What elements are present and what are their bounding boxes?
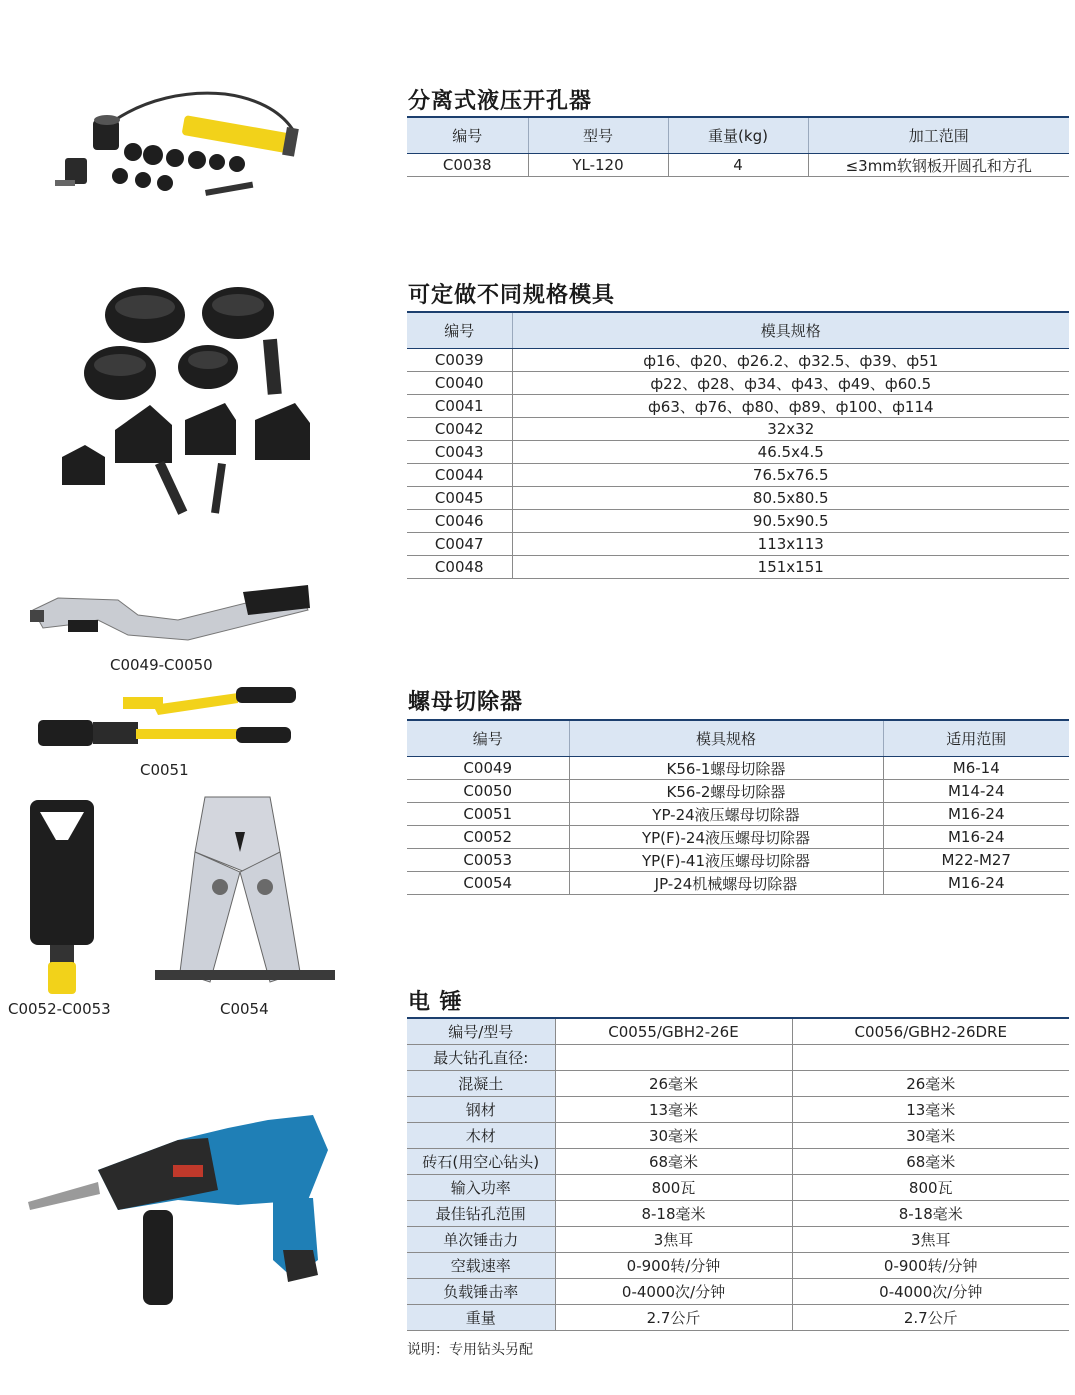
- cell-spec: K56-2螺母切除器: [569, 780, 883, 803]
- table-row: [407, 1279, 1069, 1305]
- cell-spec: 76.5x76.5: [512, 464, 1069, 487]
- table-row: [407, 556, 1069, 579]
- cell-value-a: 0-4000次/分钟: [555, 1279, 792, 1305]
- cell-range: M16-24: [883, 872, 1069, 895]
- cell-range: ≤3mm软钢板开圆孔和方孔: [808, 154, 1069, 177]
- table-row: [407, 441, 1069, 464]
- table-row: [407, 533, 1069, 556]
- table-row: [407, 395, 1069, 418]
- cell-range: M16-24: [883, 826, 1069, 849]
- table-row: [407, 1227, 1069, 1253]
- cell-number: C0041: [407, 395, 512, 418]
- header-applicable-range: 适用范围: [883, 720, 1069, 757]
- cell-number: C0054: [407, 872, 569, 895]
- cell-value-a: 26毫米: [555, 1071, 792, 1097]
- cell-label: 木材: [407, 1123, 555, 1149]
- table-row: [407, 154, 1069, 177]
- cell-spec: 46.5x4.5: [512, 441, 1069, 464]
- cell-value-a: 2.7公斤: [555, 1305, 792, 1331]
- nut-splitter-c0049-image: [28, 580, 313, 650]
- hole-punch-table: [407, 116, 1069, 177]
- hammer-note: 说明：专用钻头另配: [407, 1342, 533, 1358]
- table-row: [407, 418, 1069, 441]
- table-row: [407, 780, 1069, 803]
- cell-spec: JP-24机械螺母切除器: [569, 872, 883, 895]
- cell-label: 负载锤击率: [407, 1279, 555, 1305]
- header-die-spec: 模具规格: [512, 312, 1069, 349]
- header-number: 编号: [407, 312, 512, 349]
- cell-number: C0043: [407, 441, 512, 464]
- cell-spec: ф16、ф20、ф26.2、ф32.5、ф39、ф51: [512, 349, 1069, 372]
- header-range: 加工范围: [808, 117, 1069, 154]
- cell-spec: ф22、ф28、ф34、ф43、ф49、ф60.5: [512, 372, 1069, 395]
- nut-splitter-title: 螺母切除器: [408, 690, 524, 715]
- table-row: [407, 464, 1069, 487]
- hole-punch-title: 分离式液压开孔器: [408, 89, 593, 114]
- table-row: [407, 372, 1069, 395]
- header-number: 编号: [407, 720, 569, 757]
- table-row: [407, 510, 1069, 533]
- table-row: [407, 826, 1069, 849]
- cell-number: C0047: [407, 533, 512, 556]
- cell-spec: ф63、ф76、ф80、ф89、ф100、ф114: [512, 395, 1069, 418]
- cell-model: YL-120: [528, 154, 668, 177]
- cell-number: C0042: [407, 418, 512, 441]
- cell-number: C0039: [407, 349, 512, 372]
- table-row: [407, 1201, 1069, 1227]
- cell-label: 空载速率: [407, 1253, 555, 1279]
- cell-value-a: 13毫米: [555, 1097, 792, 1123]
- cell-label: 重量: [407, 1305, 555, 1331]
- cell-spec: YP-24液压螺母切除器: [569, 803, 883, 826]
- cell-model-b: C0056/GBH2-26DRE: [792, 1018, 1069, 1045]
- cell-number: C0038: [407, 154, 528, 177]
- cell-number: C0044: [407, 464, 512, 487]
- table-row: [407, 487, 1069, 510]
- cell-value-b: 800瓦: [792, 1175, 1069, 1201]
- cell-label: 最大钻孔直径:: [407, 1045, 555, 1071]
- header-model: 型号: [528, 117, 668, 154]
- cell-spec: YP(F)-41液压螺母切除器: [569, 849, 883, 872]
- table-row: [407, 803, 1069, 826]
- cell-spec: 151x151: [512, 556, 1069, 579]
- table-row: [407, 1253, 1069, 1279]
- caption-c0054: C0054: [220, 1000, 269, 1018]
- header-weight: 重量(kg): [668, 117, 808, 154]
- table-row: [407, 1071, 1069, 1097]
- table-row: [407, 872, 1069, 895]
- cell-spec: K56-1螺母切除器: [569, 757, 883, 780]
- cell-value-b: 2.7公斤: [792, 1305, 1069, 1331]
- cell-value-b: 0-900转/分钟: [792, 1253, 1069, 1279]
- cell-label: 砖石(用空心钻头): [407, 1149, 555, 1175]
- cell-value-a: 3焦耳: [555, 1227, 792, 1253]
- cell-value-a: [555, 1045, 792, 1071]
- cell-number: C0040: [407, 372, 512, 395]
- cell-spec: YP(F)-24液压螺母切除器: [569, 826, 883, 849]
- cell-label: 混凝土: [407, 1071, 555, 1097]
- cell-number: C0049: [407, 757, 569, 780]
- cell-number: C0046: [407, 510, 512, 533]
- table-row: [407, 349, 1069, 372]
- header-die-spec: 模具规格: [569, 720, 883, 757]
- table-header-row: [407, 1018, 1069, 1045]
- cell-value-a: 800瓦: [555, 1175, 792, 1201]
- cell-range: M16-24: [883, 803, 1069, 826]
- cell-value-a: 0-900转/分钟: [555, 1253, 792, 1279]
- cell-value-a: 8-18毫米: [555, 1201, 792, 1227]
- caption-c0052-c0053: C0052-C0053: [8, 1000, 111, 1018]
- hammer-title: 电 锤: [408, 990, 463, 1015]
- dies-title: 可定做不同规格模具: [408, 283, 616, 308]
- header-number: 编号: [407, 117, 528, 154]
- cell-spec: 90.5x90.5: [512, 510, 1069, 533]
- cell-number: C0051: [407, 803, 569, 826]
- cell-value-a: 68毫米: [555, 1149, 792, 1175]
- cell-label: 最佳钻孔范围: [407, 1201, 555, 1227]
- cell-label: 编号/型号: [407, 1018, 555, 1045]
- hammer-table: [407, 1017, 1069, 1331]
- table-row: [407, 1045, 1069, 1071]
- cell-label: 单次锤击力: [407, 1227, 555, 1253]
- cell-number: C0053: [407, 849, 569, 872]
- hole-punch-kit-image: [55, 80, 300, 210]
- cell-value-b: 68毫米: [792, 1149, 1069, 1175]
- nut-splitter-table: [407, 719, 1069, 895]
- cell-range: M22-M27: [883, 849, 1069, 872]
- cell-value-b: 30毫米: [792, 1123, 1069, 1149]
- table-row: [407, 1149, 1069, 1175]
- cell-model-a: C0055/GBH2-26E: [555, 1018, 792, 1045]
- caption-c0051: C0051: [140, 761, 189, 779]
- cell-number: C0052: [407, 826, 569, 849]
- cell-value-b: 3焦耳: [792, 1227, 1069, 1253]
- table-row: [407, 1097, 1069, 1123]
- table-row: [407, 757, 1069, 780]
- cell-value-b: 13毫米: [792, 1097, 1069, 1123]
- table-row: [407, 1305, 1069, 1331]
- cell-spec: 32x32: [512, 418, 1069, 441]
- cell-value-a: 30毫米: [555, 1123, 792, 1149]
- cell-value-b: [792, 1045, 1069, 1071]
- table-row: [407, 1175, 1069, 1201]
- nut-splitter-c0052-image: [28, 800, 98, 1000]
- table-row: [407, 1123, 1069, 1149]
- punch-dies-image: [60, 285, 325, 530]
- table-row: [407, 849, 1069, 872]
- cell-number: C0050: [407, 780, 569, 803]
- nut-splitter-c0054-image: [150, 792, 340, 997]
- cell-number: C0045: [407, 487, 512, 510]
- cell-range: M14-24: [883, 780, 1069, 803]
- cell-range: M6-14: [883, 757, 1069, 780]
- rotary-hammer-image: [28, 1110, 333, 1310]
- nut-splitter-c0051-image: [38, 685, 303, 755]
- cell-label: 输入功率: [407, 1175, 555, 1201]
- cell-spec: 80.5x80.5: [512, 487, 1069, 510]
- cell-weight: 4: [668, 154, 808, 177]
- cell-value-b: 0-4000次/分钟: [792, 1279, 1069, 1305]
- cell-value-b: 26毫米: [792, 1071, 1069, 1097]
- cell-spec: 113x113: [512, 533, 1069, 556]
- caption-c0049-c0050: C0049-C0050: [110, 656, 213, 674]
- cell-value-b: 8-18毫米: [792, 1201, 1069, 1227]
- dies-table: [407, 311, 1069, 579]
- cell-label: 钢材: [407, 1097, 555, 1123]
- cell-number: C0048: [407, 556, 512, 579]
